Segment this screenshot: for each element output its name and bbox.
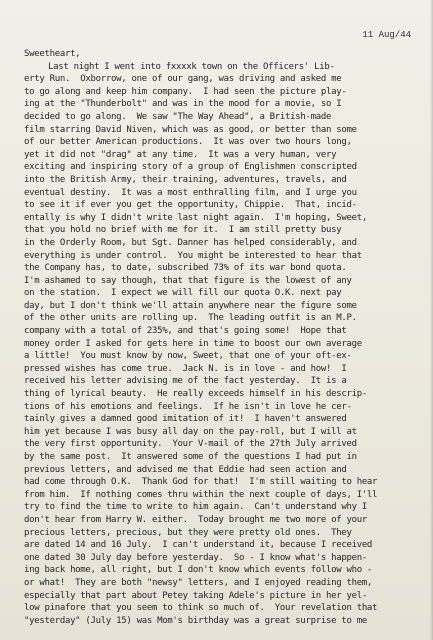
letter-line: yet it did not "drag" at any time. It was a very human, very [24,149,337,160]
letter-line: tainly gives a damned good imitation of it! I haven't answered [24,414,347,425]
letter-line: him yet because I was busy all day on the pay-roll, but I will at [24,426,357,437]
letter-line: a little! You must know by now, Sweet, that one of your oft-ex- [24,351,352,362]
letter-line: eventual destiny. It was a most enthralling film, and I urge you [24,187,357,198]
letter-line: had come through O.K. Thank God for that! I'm still waiting to hear [24,477,378,488]
letter-line: ing back home, all right, but I don't know which events follow who - [24,565,373,576]
letter-line: previous letters, and advised me that Eddie had seen action and [24,464,347,475]
letter-line: ing at the "Thunderbolt" and was in the mood for a movie, so I [24,99,342,110]
letter-line: don't hear from Harry W. either. Today brought me two more of your [24,514,367,525]
letter-line: of our better American productions. It was over two hours long, [24,137,352,148]
letter-line: entally is why I didn't write last night again. I'm hoping, Sweet, [24,212,367,223]
letter-line: film starring David Niven, which was as good, or better than some [24,124,357,135]
letter-line: the Company has, to date, subscribed 73% of its war bond quota. [24,263,347,274]
letter-line: to go along and keep him company. I had seen the picture play- [24,86,347,97]
letter-line: precious letters, precious, but they were pretty old ones. They [24,527,352,538]
letter-line: decided to go along. We saw "The Way Ahead", a British-made [24,111,332,122]
salutation: Sweetheart, [24,49,81,59]
letter-line: into the British Army, their training, adventures, travels, and [24,174,347,185]
letter-line: or what! They are both "newsy" letters, and I enjoyed reading them, [24,577,373,588]
letter-body [24,48,433,627]
letter-line: "yesterday" (July 15) was Mom's birthday was a great surprise to me [24,615,367,626]
letter-line: are dated 14 and 16 July. I can't understand it, because I received [24,540,373,551]
letter-date: 11 Aug/44 [362,30,411,40]
letter-line: to see it if ever you get the opportunity, Chippie. That, incid- [24,200,357,211]
letter-line: company with a total of 235%, and that's going some! Hope that [24,326,347,337]
letter-line: received his letter advising me of the fact yesterday. It is a [24,376,347,387]
letter-line: thing of lyrical beauty. He really exceeds himself in his descrip- [24,389,367,400]
letter-line: of the other units are rolling up. The leading outfit is an M.P. [24,313,357,324]
letter-line: day, but I don't think we'll attain anywhere near the figure some [24,300,357,311]
letter-line: in the Orderly Room, but Sgt. Danner has helped considerably, and [24,237,357,248]
letter-line: on the station. I expect we will fill our quota O.K. next pay [24,288,342,299]
letter-line: one dated 30 July day before yesterday. So - I know what's happen- [24,552,367,563]
letter-line: I'm ashamed to say though, that that figure is the lowest of any [24,275,352,286]
letter-line: tions of his emotions and feelings. If he isn't in love he cer- [24,401,352,412]
letter-line: erty Run. Oxborrow, one of our gang, was driving and asked me [24,74,342,85]
letter-line: especially that part about Petey taking Adele's picture in her yel- [24,590,367,601]
letter-lines [24,61,433,628]
letter-line: everything is under control. You might be interested to hear that [24,250,362,261]
letter-line: pressed wishes has come true. Jack N. is in love - and how! I [24,363,347,374]
letter-line: money order I asked for gets here in time to boost our own average [24,338,362,349]
letter-line: from him. If nothing comes thru within the next couple of days, I'll [24,489,378,500]
letter-line: the very first opportunity. Your V-mail of the 27th July arrived [24,439,357,450]
letter-line: try to find the time to write to him again. Can't understand why I [24,502,367,513]
letter-line: Last night I went into fxxxxk town on the Officers' Lib- [48,61,335,72]
letter-line: exciting and inspiring story of a group of Englishmen conscripted [24,162,357,173]
letter-line: by the same post. It answered some of the questions I had put in [24,452,357,462]
letter-line: low pinafore that you seem to think so much of. Your revelation that [24,603,378,614]
letter-line: that you hold no brief with me for it. I am still pretty busy [24,225,342,236]
